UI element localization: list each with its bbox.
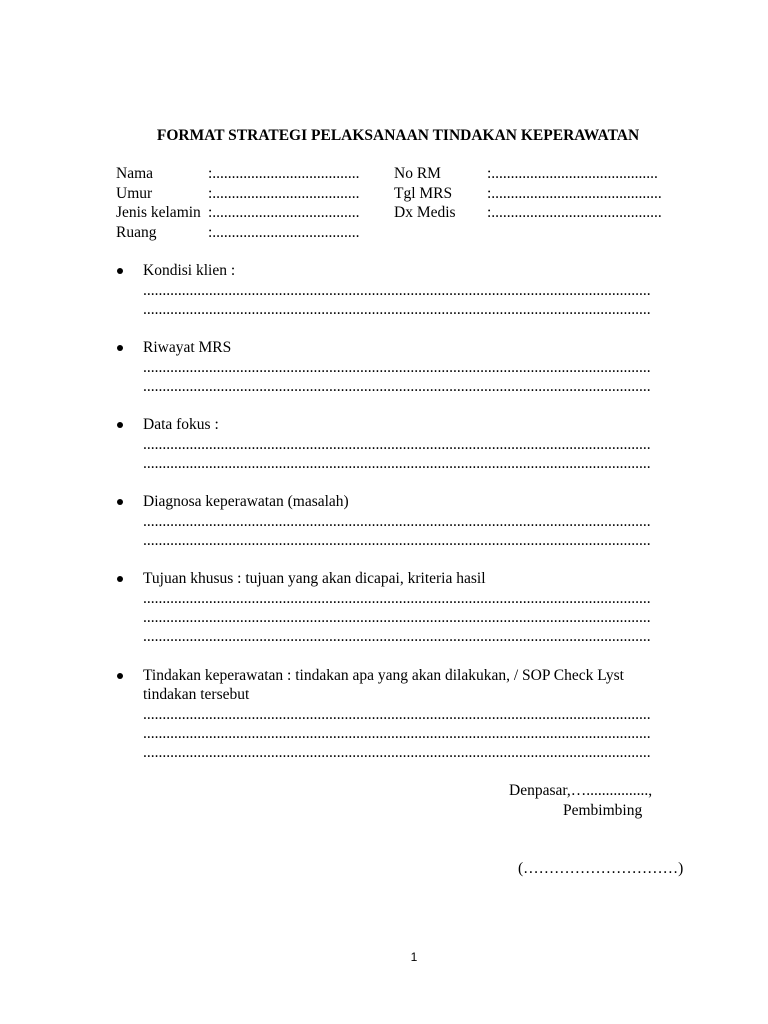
field-label-no-rm: No RM <box>394 165 441 182</box>
field-value-umur: :...................................... <box>208 185 360 202</box>
field-value-jenis-kelamin: :...................................... <box>208 204 360 221</box>
section-heading-diagnosa-keperawatan: Diagnosa keperawatan (masalah) <box>143 493 349 510</box>
field-label-dx-medis: Dx Medis <box>394 204 456 221</box>
bullet-icon <box>117 673 123 679</box>
section-heading-riwayat-mrs: Riwayat MRS <box>143 339 232 356</box>
field-value-dx-medis: :............................................ <box>487 204 662 221</box>
field-label-jenis-kelamin: Jenis kelamin <box>116 204 201 221</box>
signature-role: Pembimbing <box>563 802 643 819</box>
dotted-fill-line: ................................................................................................................................... <box>143 532 651 549</box>
dotted-fill-line: ................................................................................................................................... <box>143 359 651 376</box>
bullet-icon <box>117 345 123 351</box>
dotted-fill-line: ................................................................................................................................... <box>143 378 651 395</box>
dotted-fill-line: ................................................................................................................................... <box>143 282 651 299</box>
field-value-nama: :...................................... <box>208 165 360 182</box>
field-label-umur: Umur <box>116 185 153 202</box>
section-heading-continuation: tindakan tersebut <box>143 686 250 703</box>
section-heading-data-fokus: Data fokus : <box>143 416 219 433</box>
dotted-fill-line: ................................................................................................................................... <box>143 455 651 472</box>
field-label-tgl-mrs: Tgl MRS <box>394 185 453 202</box>
bullet-icon <box>117 268 123 274</box>
dotted-fill-line: ................................................................................................................................... <box>143 301 651 318</box>
section-heading-tujuan-khusus: Tujuan khusus : tujuan yang akan dicapai, kriteria hasil <box>143 570 486 587</box>
dotted-fill-line: ................................................................................................................................... <box>143 628 651 645</box>
page-number: 1 <box>410 950 418 964</box>
bullet-icon <box>117 422 123 428</box>
dotted-fill-line: ................................................................................................................................... <box>143 706 651 723</box>
field-value-no-rm: :........................................... <box>487 165 658 182</box>
section-heading-tindakan-keperawatan: Tindakan keperawatan : tindakan apa yang akan dilakukan, / SOP Check Lyst <box>143 667 624 684</box>
field-label-ruang: Ruang <box>116 224 157 241</box>
field-value-tgl-mrs: :............................................ <box>487 185 662 202</box>
bullet-icon <box>117 499 123 505</box>
dotted-fill-line: ................................................................................................................................... <box>143 590 651 607</box>
section-heading-kondisi-klien: Kondisi klien : <box>143 262 236 279</box>
dotted-fill-line: ................................................................................................................................... <box>143 513 651 530</box>
dotted-fill-line: ................................................................................................................................... <box>143 609 651 626</box>
field-value-ruang: :...................................... <box>208 224 360 241</box>
dotted-fill-line: ................................................................................................................................... <box>143 436 651 453</box>
signature-name-blank: (…………………………) <box>518 860 684 877</box>
field-label-nama: Nama <box>116 165 154 182</box>
form-title: FORMAT STRATEGI PELAKSANAAN TINDAKAN KEPERAWATAN <box>156 127 640 144</box>
dotted-fill-line: ................................................................................................................................... <box>143 744 651 761</box>
signature-place-date: Denpasar,…................, <box>509 782 653 799</box>
dotted-fill-line: ................................................................................................................................... <box>143 725 651 742</box>
bullet-icon <box>117 576 123 582</box>
